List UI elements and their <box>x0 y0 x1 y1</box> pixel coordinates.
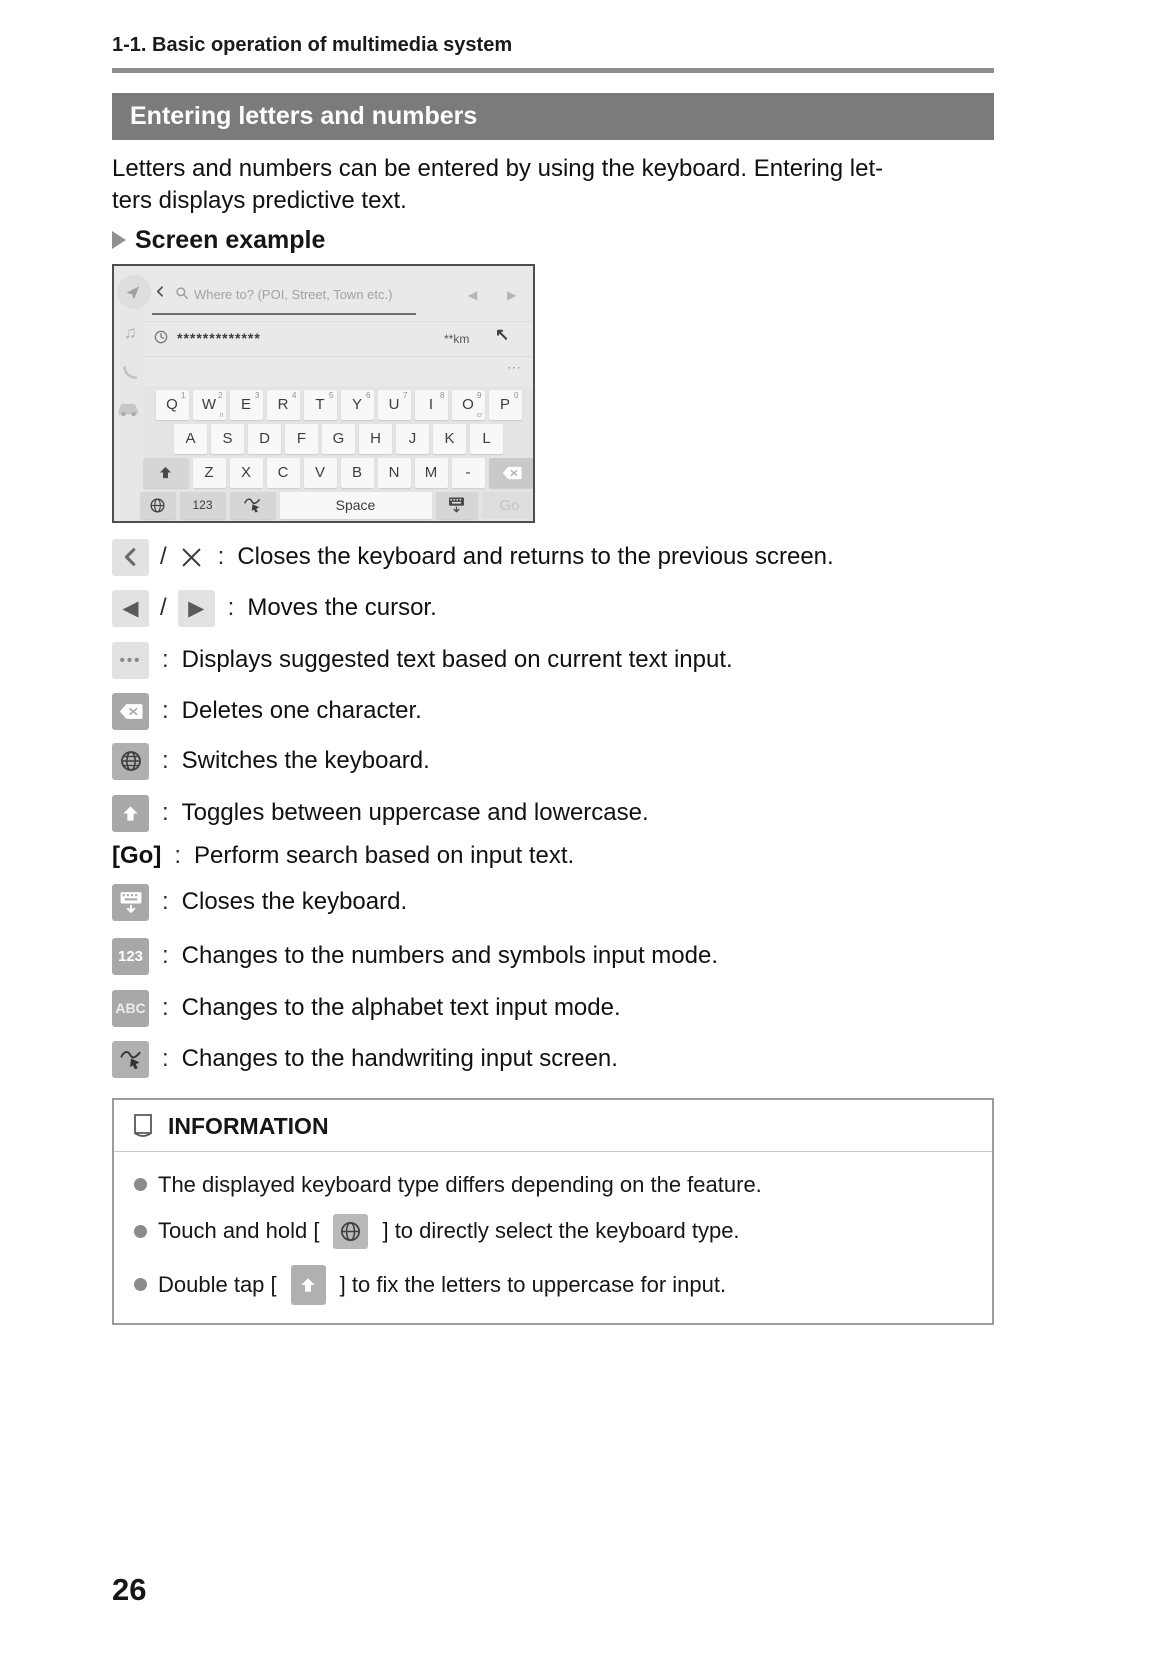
intro-line-1: Letters and numbers can be entered by using the keyboard. Entering let- <box>112 155 884 182</box>
cursor-left-icon: ◀ <box>112 590 149 627</box>
key-y[interactable]: Y 6 <box>341 390 374 420</box>
info-bullet-text: The displayed keyboard type differs depending on the feature. <box>158 1171 762 1197</box>
key-g[interactable]: G <box>322 424 355 454</box>
colon-separator: : <box>162 799 169 827</box>
legend-item-delete <box>112 693 994 730</box>
legend-item-close-keyboard <box>112 884 994 921</box>
key-t[interactable]: T 5 <box>304 390 337 420</box>
numbers-mode-icon: 123 <box>112 938 149 975</box>
colon-separator: : <box>217 543 225 571</box>
key-l[interactable]: L <box>470 424 503 454</box>
space-key[interactable]: Space <box>280 492 432 519</box>
triangle-marker-icon <box>112 231 126 249</box>
keyboard-123-key[interactable]: 123 <box>180 492 226 519</box>
keyboard-handwriting-key[interactable] <box>230 492 276 519</box>
key-x[interactable]: X <box>230 458 263 488</box>
suggestions-ellipsis-icon[interactable]: ⋯ <box>507 358 522 375</box>
information-box <box>112 1098 994 1325</box>
legend-item-suggestions <box>112 642 994 679</box>
key-n[interactable]: N <box>378 458 411 488</box>
key-f[interactable]: F <box>285 424 318 454</box>
key-h[interactable]: H <box>359 424 392 454</box>
divider <box>144 321 533 322</box>
legend-item-alphabet-mode <box>112 990 994 1027</box>
key-hyphen[interactable]: - <box>452 458 485 488</box>
section-header: 1-1. Basic operation of multimedia system <box>112 34 513 56</box>
globe-icon <box>112 743 149 780</box>
intro-line-2: ters displays predictive text. <box>112 186 407 214</box>
legend-item-cursor <box>112 590 994 627</box>
route-direction-icon: ↖ <box>495 324 510 344</box>
page-title: Entering letters and numbers <box>112 93 994 140</box>
colon-separator: : <box>162 1045 169 1073</box>
page-number: 26 <box>112 1572 147 1607</box>
alphabet-mode-icon: ABC <box>112 990 149 1027</box>
colon-separator: : <box>162 747 169 775</box>
bullet-icon <box>134 1178 147 1191</box>
legend-desc: Changes to the handwriting input screen. <box>181 1045 618 1073</box>
key-z[interactable]: Z <box>193 458 226 488</box>
colon-separator: : <box>162 942 169 970</box>
legend-item-numbers-mode <box>112 938 994 975</box>
legend-item-go <box>112 842 994 870</box>
globe-icon <box>149 497 166 514</box>
go-key[interactable]: Go <box>482 492 536 519</box>
navigation-arrow-icon <box>126 283 143 300</box>
colon-separator: : <box>227 594 235 622</box>
key-i[interactable]: I 8 <box>415 390 448 420</box>
screen-example-heading <box>112 226 994 255</box>
legend-desc: Changes to the alphabet text input mode. <box>181 994 621 1022</box>
screen-example-image <box>112 264 535 523</box>
history-icon <box>153 329 169 345</box>
legend-item-back <box>112 539 994 576</box>
key-w[interactable]: W 2 n <box>193 390 226 420</box>
distance-value: **km <box>444 331 470 346</box>
book-icon <box>131 1113 155 1139</box>
shift-icon <box>112 795 149 832</box>
info-bullet-post: ] to directly select the keyboard type. <box>382 1218 740 1244</box>
cursor-left-mini-icon[interactable]: ◀ <box>468 287 478 302</box>
information-header <box>114 1100 992 1152</box>
keyboard-row-2 <box>174 424 503 454</box>
shift-key[interactable] <box>143 458 189 488</box>
key-u[interactable]: U 7 <box>378 390 411 420</box>
keyboard-row-1 <box>156 390 522 420</box>
backspace-key[interactable] <box>489 458 535 488</box>
back-chevron-icon[interactable] <box>154 285 167 298</box>
legend-desc: Changes to the numbers and symbols input mode. <box>181 942 718 970</box>
information-body <box>114 1152 992 1323</box>
screen-example-label: Screen example <box>135 225 326 254</box>
backspace-icon <box>112 693 149 730</box>
key-o[interactable]: O 9 cr <box>452 390 485 420</box>
globe-icon <box>333 1214 368 1249</box>
key-j[interactable]: J <box>396 424 429 454</box>
shift-icon <box>291 1265 326 1305</box>
colon-separator: : <box>174 841 181 869</box>
key-b[interactable]: B <box>341 458 374 488</box>
information-title: INFORMATION <box>168 1112 329 1139</box>
icon-legend <box>112 539 994 1078</box>
search-input[interactable]: Where to? (POI, Street, Town etc.) <box>194 286 393 302</box>
legend-item-shift <box>112 795 994 832</box>
info-bullet-1 <box>134 1172 972 1198</box>
colon-separator: : <box>162 646 169 674</box>
key-c[interactable]: C <box>267 458 300 488</box>
key-r[interactable]: R 4 <box>267 390 300 420</box>
info-bullet-pre: Double tap [ <box>158 1271 277 1297</box>
slash-separator: / <box>160 594 167 622</box>
cursor-right-mini-icon[interactable]: ▶ <box>507 287 517 302</box>
key-s[interactable]: S <box>211 424 244 454</box>
history-entry-text[interactable]: ************* <box>177 329 261 346</box>
keyboard-close-icon <box>112 884 149 921</box>
keyboard-row-4 <box>140 492 536 519</box>
key-a[interactable]: A <box>174 424 207 454</box>
key-k[interactable]: K <box>433 424 466 454</box>
suggestions-ellipsis-icon: ••• <box>112 642 149 679</box>
legend-desc: Closes the keyboard and returns to the previous screen. <box>237 543 834 571</box>
search-icon <box>175 286 189 300</box>
slash-separator: / <box>160 543 167 571</box>
key-q[interactable]: Q 1 <box>156 390 189 420</box>
legend-desc: Toggles between uppercase and lowercase. <box>181 799 649 827</box>
header-divider <box>112 68 994 73</box>
key-v[interactable]: V <box>304 458 337 488</box>
keyboard-close-key[interactable] <box>436 492 478 519</box>
legend-item-switch-keyboard <box>112 743 994 780</box>
colon-separator: : <box>162 697 169 725</box>
info-bullet-2 <box>134 1214 972 1249</box>
legend-desc: Perform search based on input text. <box>193 841 575 869</box>
keyboard-row-3 <box>143 458 535 488</box>
cursor-right-icon: ▶ <box>178 590 215 627</box>
key-m[interactable]: M <box>415 458 448 488</box>
handwriting-icon <box>243 496 262 514</box>
colon-separator: : <box>162 888 169 916</box>
legend-desc: Displays suggested text based on current text input. <box>181 646 733 674</box>
legend-desc: Deletes one character. <box>181 697 422 725</box>
bullet-icon <box>134 1225 147 1238</box>
colon-separator: : <box>162 994 169 1022</box>
keyboard-close-icon <box>447 496 466 514</box>
music-icon[interactable]: ♫ <box>124 322 137 342</box>
info-bullet-3 <box>134 1265 972 1305</box>
close-x-icon <box>178 544 205 571</box>
legend-desc: Moves the cursor. <box>247 594 437 622</box>
legend-item-handwriting <box>112 1041 994 1078</box>
key-d[interactable]: D <box>248 424 281 454</box>
shift-icon <box>158 465 173 480</box>
bullet-icon <box>134 1278 147 1291</box>
handwriting-icon <box>112 1041 149 1078</box>
info-bullet-post: ] to fix the letters to uppercase for input. <box>339 1271 727 1297</box>
page-content <box>112 0 994 1325</box>
car-icon[interactable] <box>117 401 141 417</box>
backspace-icon <box>502 466 522 480</box>
info-bullet-pre: Touch and hold [ <box>158 1218 320 1244</box>
key-p[interactable]: P 0 <box>489 390 522 420</box>
key-e[interactable]: E 3 <box>230 390 263 420</box>
divider <box>144 356 533 357</box>
go-label: [Go] <box>112 841 162 869</box>
phone-icon[interactable] <box>122 365 138 381</box>
navigation-icon[interactable] <box>117 275 151 309</box>
keyboard-globe-key[interactable] <box>140 492 176 519</box>
legend-desc: Switches the keyboard. <box>181 747 430 775</box>
back-chevron-icon <box>112 539 149 576</box>
legend-desc: Closes the keyboard. <box>181 888 408 916</box>
intro-paragraph <box>112 153 994 217</box>
onscreen-keyboard <box>144 386 533 521</box>
search-underline <box>152 313 416 315</box>
